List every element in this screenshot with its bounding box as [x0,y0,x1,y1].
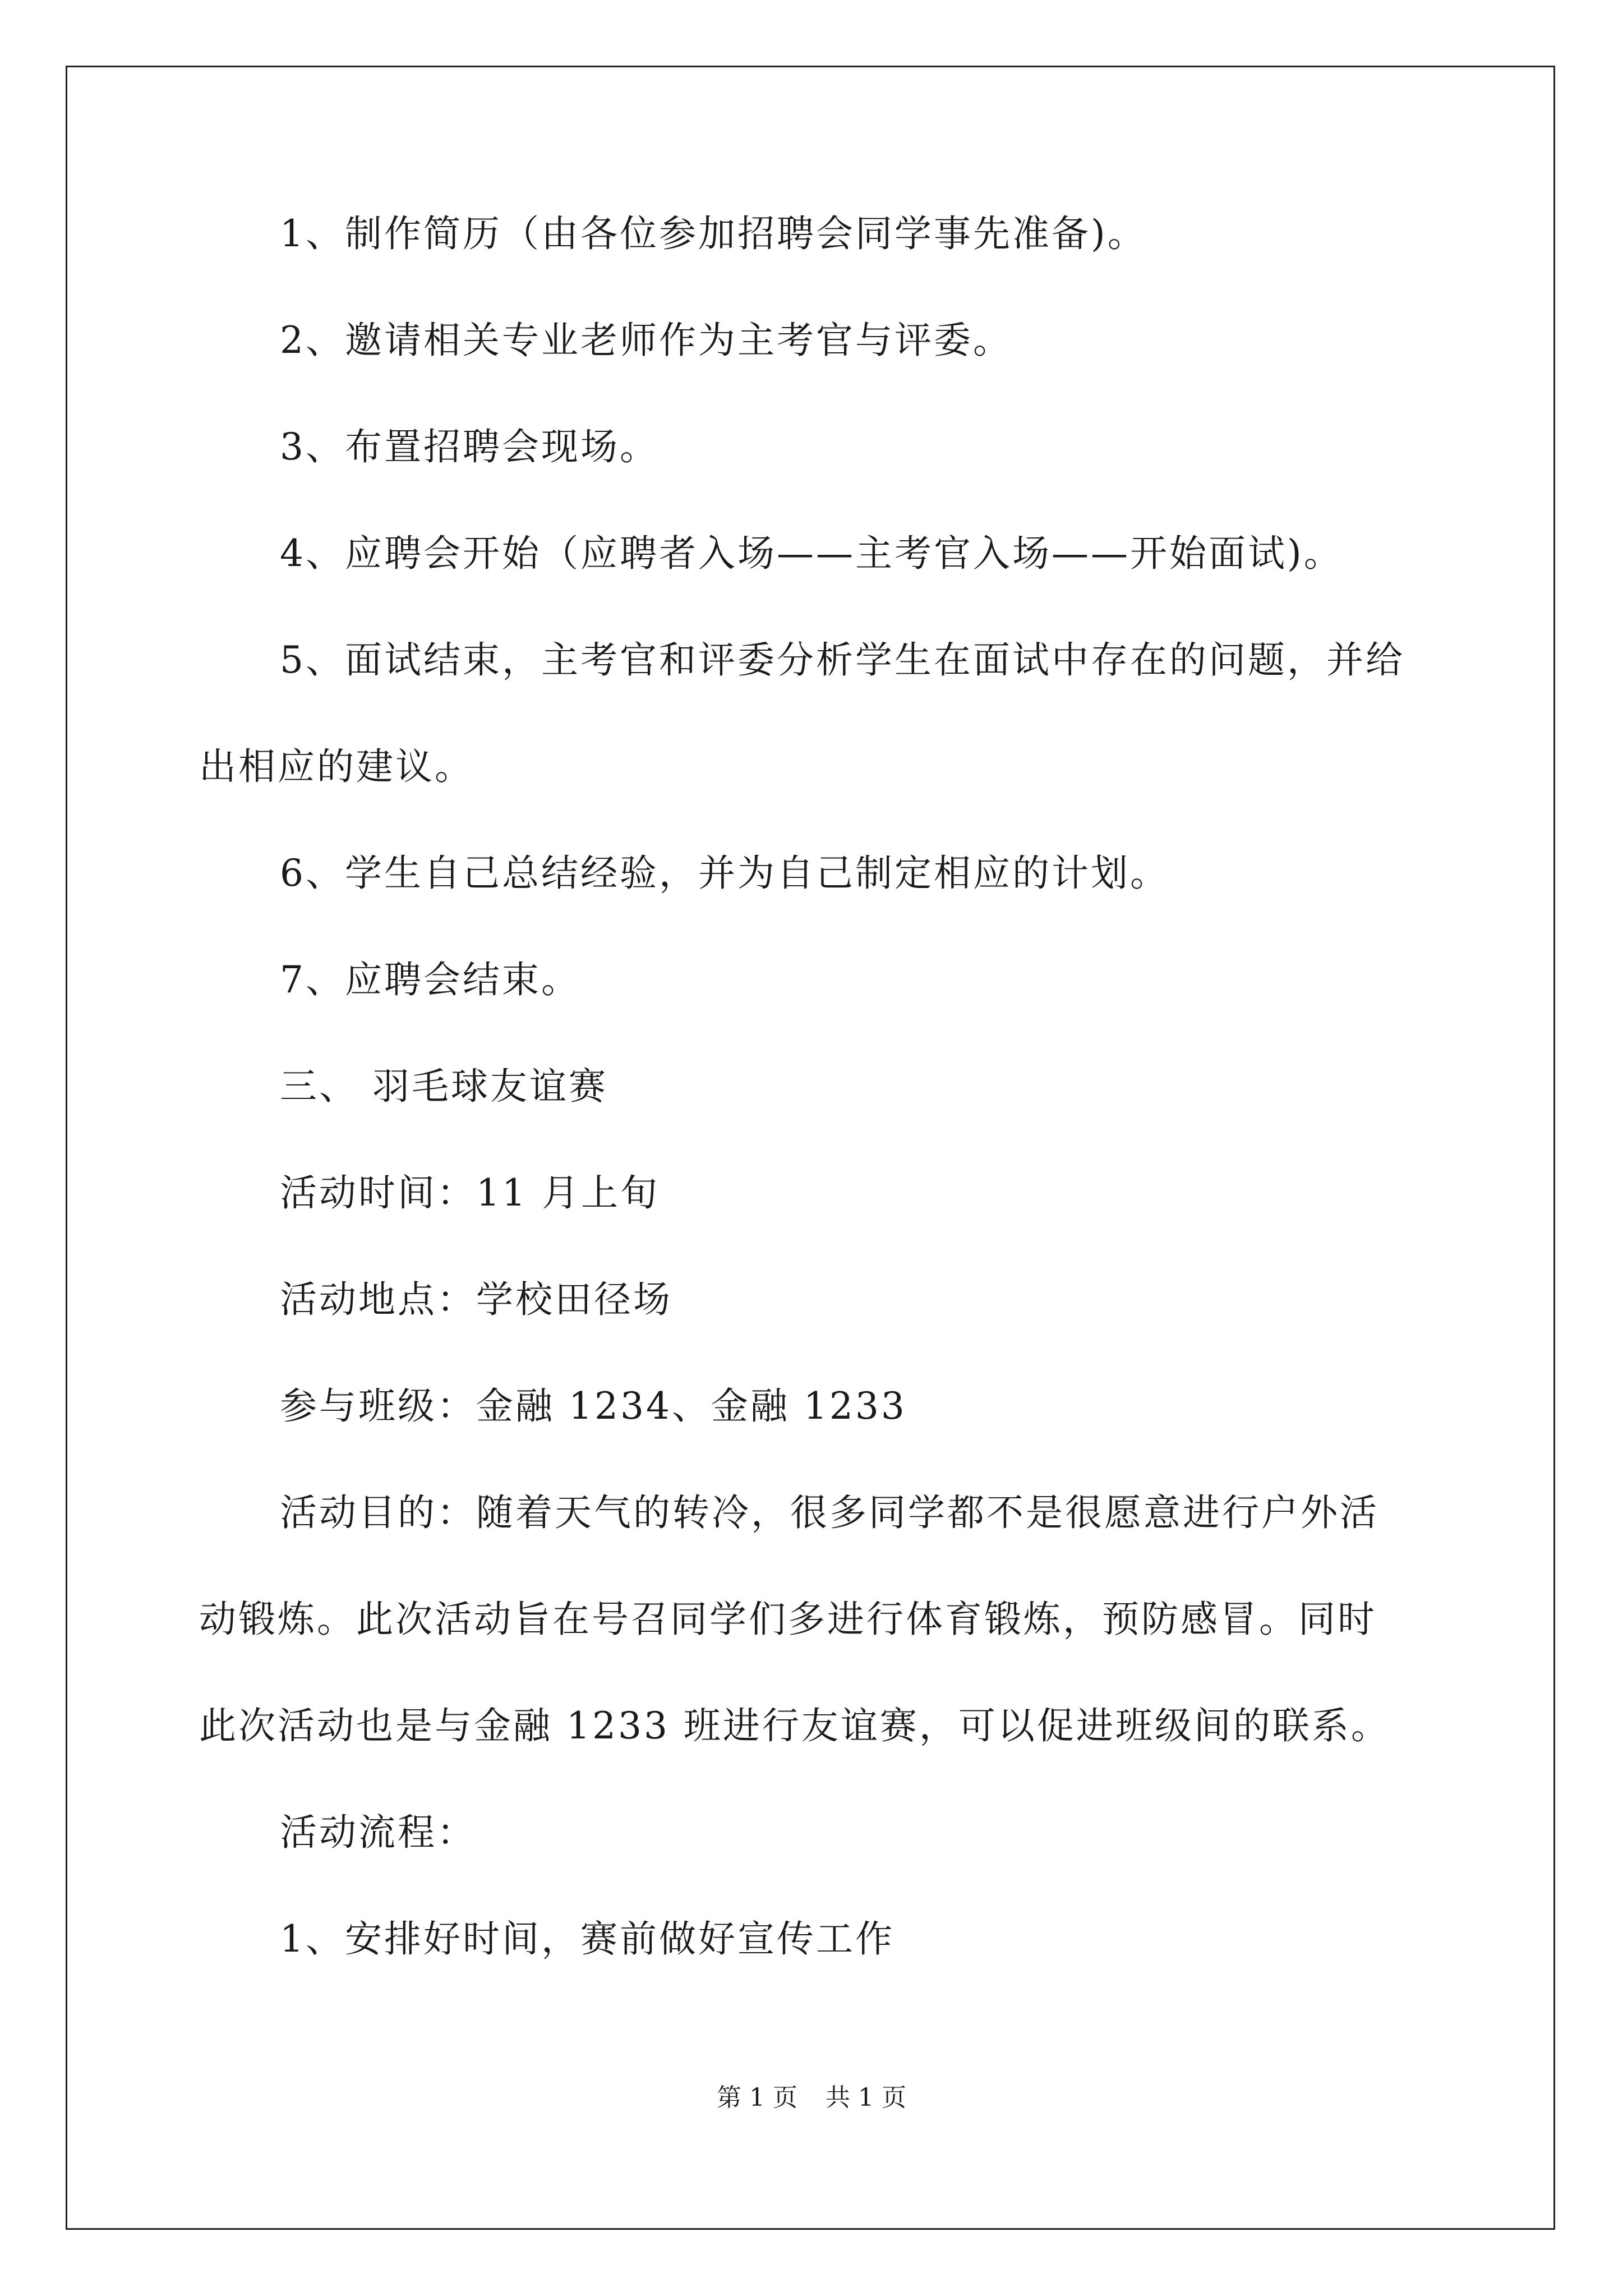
participating-classes: 参与班级：金融 1234、金融 1233 [280,1384,907,1428]
activity-process-heading: 活动流程： [280,1811,476,1854]
activity-time: 活动时间：11 月上旬 [280,1171,660,1214]
process-item-1: 1、安排好时间，赛前做好宣传工作 [280,1917,895,1961]
paragraph-item-4: 4、应聘会开始（应聘者入场——主考官入场——开始面试)。 [280,532,1343,575]
page-number: 第 1 页 [717,2083,797,2112]
paragraph-item-3: 3、布置招聘会现场。 [280,425,659,468]
paragraph-item-1: 1、制作简历（由各位参加招聘会同学事先准备)。 [280,212,1147,255]
paragraph-line: 此次活动也是与金融 1233 班进行友谊赛，可以促进班级间的联系。 [199,1704,1390,1747]
activity-purpose [199,1487,1422,1752]
page-footer [0,2081,1623,2115]
activity-location: 活动地点：学校田径场 [280,1278,672,1321]
paragraph-item-2: 2、邀请相关专业老师作为主考官与评委。 [280,319,1012,362]
paragraph-line: 5、面试结束，主考官和评委分析学生在面试中存在的问题，并给 [280,638,1405,682]
section-heading: 三、 羽毛球友谊赛 [280,1065,608,1108]
page-total: 共 1 页 [826,2083,906,2112]
paragraph-line: 出相应的建议。 [199,745,474,788]
document-body [199,208,1422,1966]
paragraph-item-5 [199,634,1422,793]
paragraph-line: 活动目的：随着天气的转冷，很多同学都不是很愿意进行户外活 [280,1491,1379,1534]
paragraph-item-7: 7、应聘会结束。 [280,958,580,1001]
paragraph-line: 动锻炼。此次活动旨在号召同学们多进行体育锻炼，预防感冒。同时 [199,1598,1377,1641]
paragraph-item-6: 6、学生自己总结经验，并为自己制定相应的计划。 [280,852,1169,895]
